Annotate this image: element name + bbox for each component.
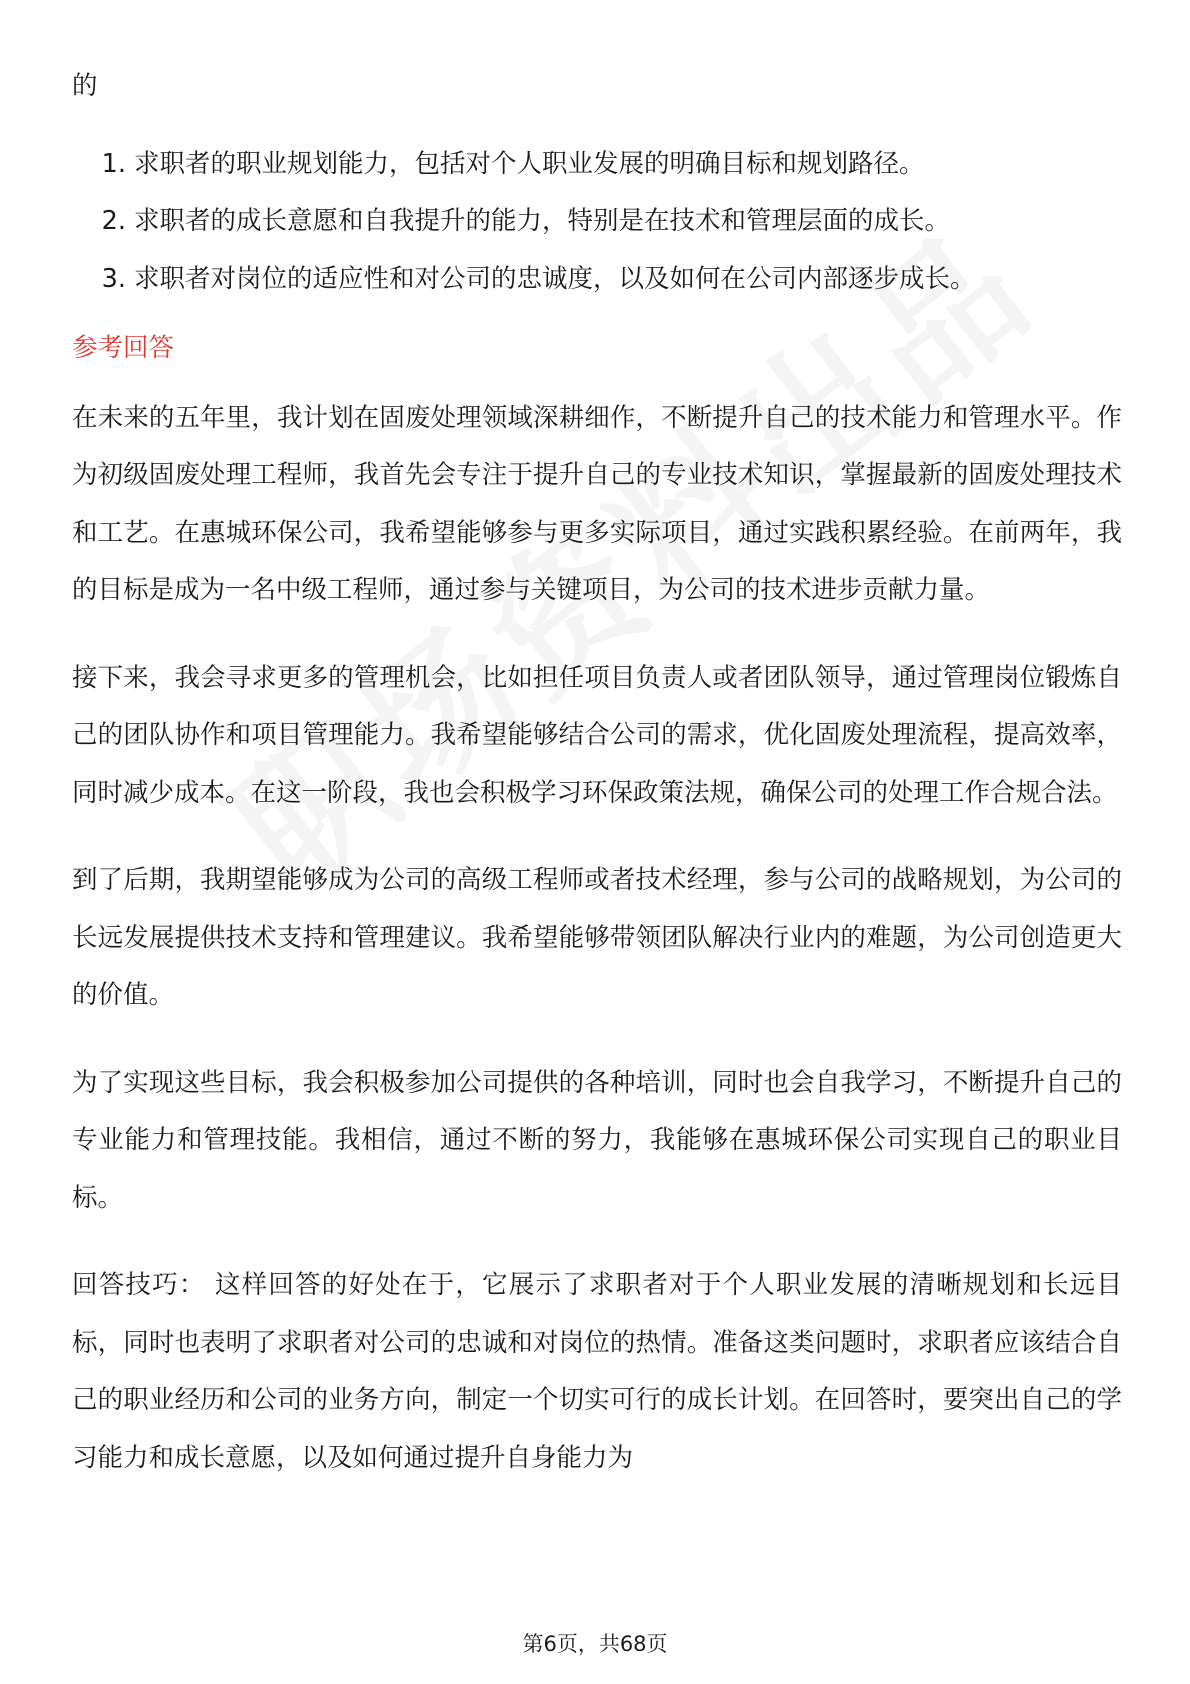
list-item-number: 2. bbox=[101, 206, 126, 236]
answer-paragraph: 为了实现这些目标，我会积极参加公司提供的各种培训，同时也会自我学习，不断提升自己的专业能力和管理技能。我相信，通过不断的努力，我能够在惠城环保公司实现自己的职业目标。 bbox=[72, 1067, 1122, 1213]
reference-answer-heading: 参考回答 bbox=[72, 333, 175, 363]
criteria-list bbox=[72, 136, 1122, 309]
list-item-text: 求职者的成长意愿和自我提升的能力，特别是在技术和管理层面的成长。 bbox=[134, 206, 951, 236]
list-item-number: 3. bbox=[101, 263, 126, 294]
list-item bbox=[72, 136, 1122, 194]
list-item bbox=[72, 251, 1122, 309]
list-item-text: 求职者对岗位的适应性和对公司的忠诚度，以及如何在公司内部逐步成长。 bbox=[134, 263, 976, 294]
page-number-footer: 第6页，共68页 bbox=[522, 1632, 668, 1656]
list-item-text: 求职者的职业规划能力，包括对个人职业发展的明确目标和规划路径。 bbox=[134, 148, 925, 179]
answer-tips-paragraph: 回答技巧： 这样回答的好处在于，它展示了求职者对于个人职业发展的清晰规划和长远目标，同时也表明了求职者对公司的忠诚和对岗位的热情。准备这类问题时，求职者应该结合自己的职业经历和公司的业务方向，制定一个切实可行的成长计划。在回答时，要突出自己的学习能力和成长意愿，以及如何通过提升自身能力为 bbox=[72, 1270, 1122, 1473]
page-content bbox=[72, 58, 1122, 1517]
answer-paragraph: 到了后期，我期望能够成为公司的高级工程师或者技术经理，参与公司的战略规划，为公司的长远发展提供技术支持和管理建议。我希望能够带领团队解决行业内的难题，为公司创造更大的价值。 bbox=[72, 865, 1122, 1010]
answer-paragraph: 在未来的五年里，我计划在固废处理领域深耕细作，不断提升自己的技术能力和管理水平。作为初级固废处理工程师，我首先会专注于提升自己的专业技术知识，掌握最新的固废处理技术和工艺。在惠城环保公司，我希望能够参与更多实际项目，通过实践积累经验。在前两年，我的目标是成为一名中级工程师，通过参与关键项目，为公司的技术进步贡献力量。 bbox=[72, 402, 1122, 605]
continued-text-fragment: 的 bbox=[72, 71, 98, 101]
answer-paragraph: 接下来，我会寻求更多的管理机会，比如担任项目负责人或者团队领导，通过管理岗位锻炼自己的团队协作和项目管理能力。我希望能够结合公司的需求，优化固废处理流程，提高效率，同时减少成本。在这一阶段，我也会积极学习环保政策法规，确保公司的处理工作合规合法。 bbox=[72, 662, 1122, 808]
list-item bbox=[72, 193, 1122, 251]
list-item-number: 1. bbox=[101, 148, 126, 179]
